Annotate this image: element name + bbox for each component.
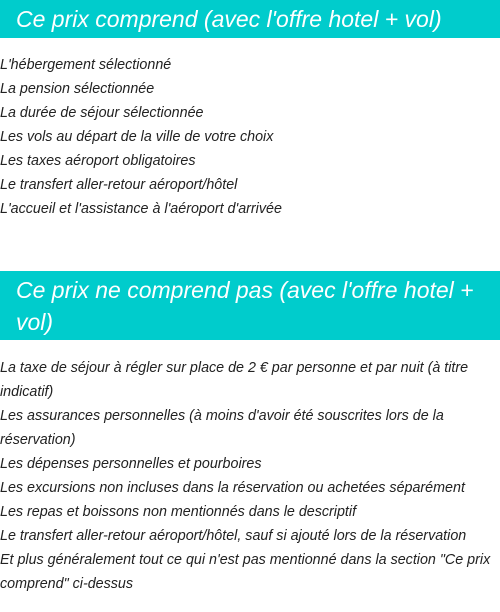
price-excludes-section	[0, 271, 500, 596]
list-item: Les dépenses personnelles et pourboires	[0, 456, 262, 472]
list-item: Et plus généralement tout ce qui n'est pas mentionné dans la section "Ce prix comprend" ci-dessus	[0, 552, 491, 592]
list-item: Les taxes aéroport obligatoires	[0, 153, 196, 169]
list-item: L'accueil et l'assistance à l'aéroport d'arrivée	[0, 201, 282, 217]
list-item: Le transfert aller-retour aéroport/hôtel, sauf si ajouté lors de la réservation	[0, 528, 467, 544]
price-excludes-title: Ce prix ne comprend pas (avec l'offre hotel + vol)	[0, 271, 500, 340]
price-excludes-list	[0, 356, 500, 596]
list-item: Les excursions non incluses dans la réservation ou achetées séparément	[0, 480, 465, 496]
price-includes-title: Ce prix comprend (avec l'offre hotel + vol)	[0, 0, 500, 38]
list-item: L'hébergement sélectionné	[0, 57, 172, 73]
list-item: Les vols au départ de la ville de votre choix	[0, 129, 274, 145]
list-item: La taxe de séjour à régler sur place de 2 € par personne et par nuit (à titre indicatif)	[0, 360, 469, 400]
list-item: Les assurances personnelles (à moins d'avoir été souscrites lors de la réservation)	[0, 408, 444, 448]
price-includes-list	[0, 53, 500, 221]
list-item: Les repas et boissons non mentionnés dans le descriptif	[0, 504, 357, 520]
list-item: Le transfert aller-retour aéroport/hôtel	[0, 177, 238, 193]
price-includes-section	[0, 0, 500, 221]
list-item: La durée de séjour sélectionnée	[0, 105, 204, 121]
list-item: La pension sélectionnée	[0, 81, 155, 97]
